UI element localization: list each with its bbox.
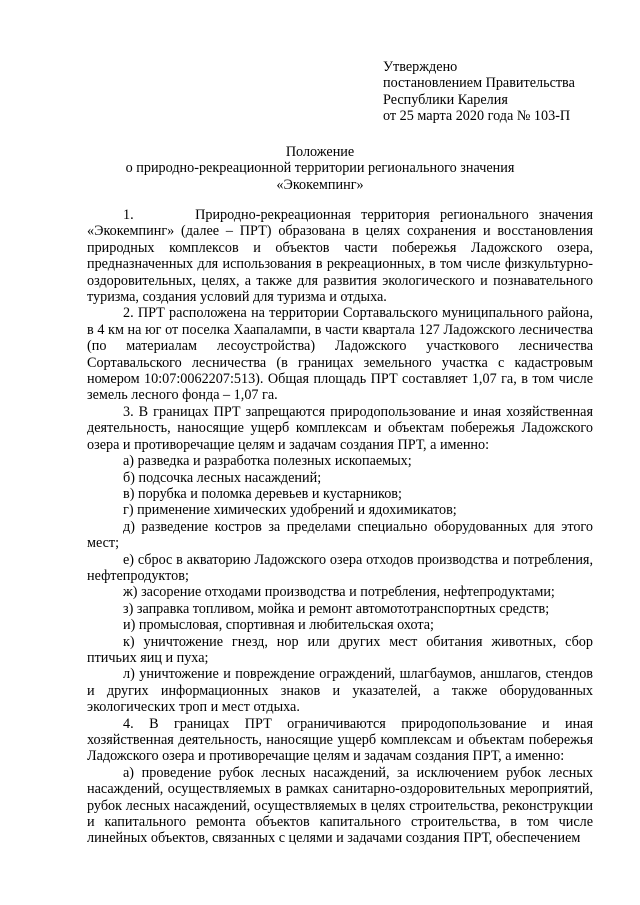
list-item: л) уничтожение и повреждение ограждений, шлагбаумов, аншлагов, стендов и других информационных знаков и указателей, а также оборудованных экологических троп и мест отдыха. [87, 666, 593, 716]
list-item: г) применение химических удобрений и ядохимикатов; [123, 502, 457, 519]
list-item: д) разведение костров за пределами специально оборудованных для этого мест; [87, 518, 593, 552]
paragraph: 3. В границах ПРТ запрещаются природопользование и иная хозяйственная деятельность, наносящие ущерб комплексам и объектам побережья Ладожского озера и противоречащие целям и задачам создания ПРТ, а именно: [87, 403, 593, 453]
approval-line: от 25 марта 2020 года № 103-П [383, 108, 571, 125]
title-line: о природно-рекреационной территории регионального значения [125, 160, 515, 177]
list-item: б) подсочка лесных насаждений; [123, 469, 322, 486]
approval-line: Республики Карелия [383, 91, 508, 108]
paragraph: 2. ПРТ расположена на территории Сортавальского муниципального района, в 4 км на юг от поселка Хаапалампи, в части квартала 127 Ладожского лесничества (по материалам лесоустройства) Ладожского участкового лесничества Сортавальского лесничества (в границах земельного участка с кадастровым номером 10:07:0062207:513). Общая площадь ПРТ составляет 1,07 га, в том числе земель лесного фонда – 1,07 га. [87, 305, 593, 404]
list-item: к) уничтожение гнезд, нор или других мест обитания животных, сбор птичьих яиц и пуха; [87, 633, 593, 666]
document-title [90, 144, 550, 193]
title-line: «Экокемпинг» [276, 176, 364, 193]
approval-stamp [383, 59, 623, 125]
list-item: а) разведка и разработка полезных ископаемых; [123, 453, 412, 470]
list-item: а) проведение рубок лесных насаждений, за исключением рубок лесных насаждений, осуществляемых в рамках санитарно-оздоровительных мероприятий, рубок лесных насаждений, осуществляемых в целях строительства, реконструкции и капитального ремонта объектов капитального строительства, в том числе линейных объектов, связанных с целями и задачами создания ПРТ, обеспечением [87, 764, 593, 847]
list-item: е) сброс в акваторию Ладожского озера отходов производства и потребления, нефтепродуктов; [87, 551, 593, 584]
title-line: Положение [285, 144, 355, 160]
paragraph: 1. Природно-рекреационная территория регионального значения «Экокемпинг» (далее – ПРТ) образована в целях сохранения и восстановления природных комплексов и объектов части побережья Ладожского озера, предназначенных для использования в рекреационных, в том числе физкультурно-оздоровительных, целях, а также для развития экологического и познавательного туризма, создания условий для туризма и отдыха. [87, 207, 593, 306]
list-item: з) заправка топливом, мойка и ремонт автомототранспортных средств; [123, 600, 550, 617]
approval-line: постановлением Правительства [383, 75, 575, 92]
list-item: в) порубка и поломка деревьев и кустарников; [123, 485, 402, 502]
list-item: и) промысловая, спортивная и любительская охота; [123, 617, 434, 634]
paragraph: 4. В границах ПРТ ограничиваются природопользование и иная хозяйственная деятельность, наносящие ущерб комплексам и объектам побережья Ладожского озера и противоречащие целям и задачам создания ПРТ, а именно: [87, 715, 593, 765]
approval-line: Утверждено [383, 59, 458, 75]
list-item: ж) засорение отходами производства и потребления, нефтепродуктами; [123, 584, 555, 601]
document-body [87, 207, 593, 847]
